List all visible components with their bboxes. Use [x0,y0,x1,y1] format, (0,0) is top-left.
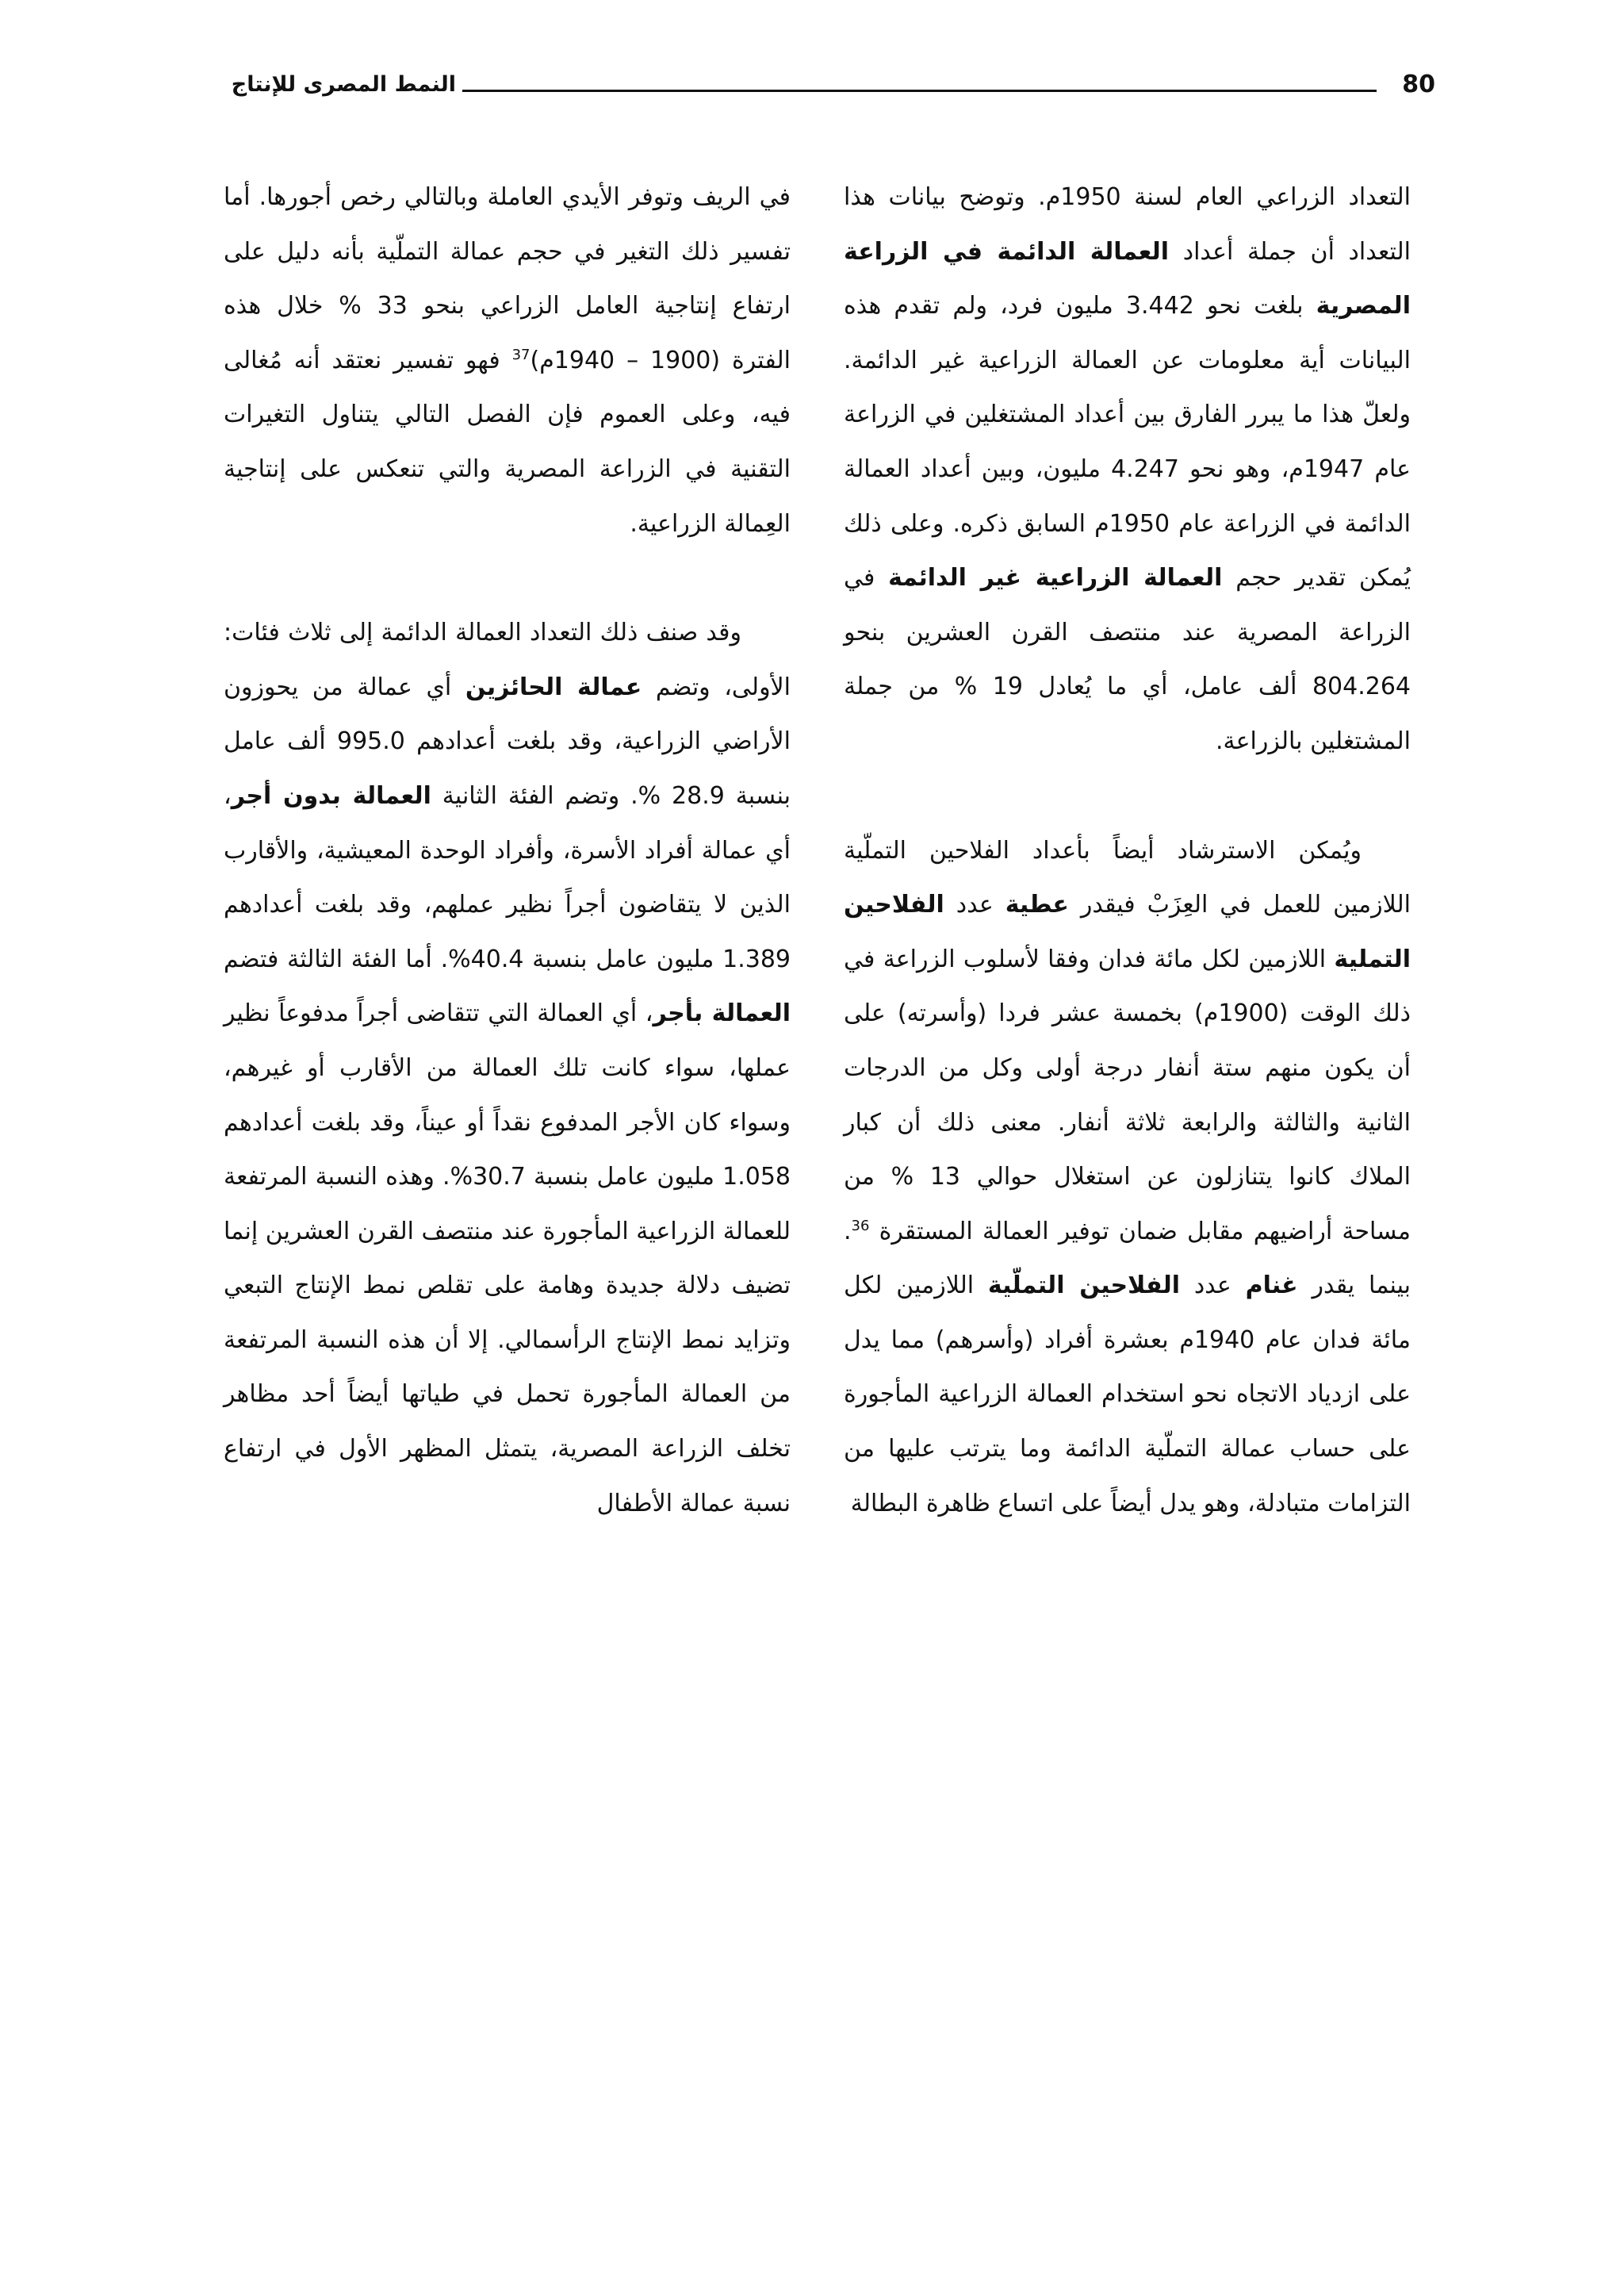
page-header [214,65,1435,105]
bold-term: العمالة الدائمة في الزراعة المصرية [844,237,1411,320]
bold-term: العمالة الزراعية غير الدائمة [888,564,1223,593]
bold-term: العمالة بأجر [653,999,791,1028]
right-paragraph-1: التعداد الزراعي العام لسنة 1950م. وتوضح بيانات هذا التعداد أن جملة أعداد العمالة الدائمة في الزراعة المصرية بلغت نحو 3.442 مليون فرد، ولم تقدم هذه البيانات أية معلومات عن العمالة الزراعية غير الدائمة. ولعلّ هذا ما يبرر الفارق بين أعداد المشتغلين في الزراعة عام 1947م، وهو نحو 4.247 مليون، وبين أعداد العمالة الدائمة في الزراعة عام 1950م السابق ذكره. وعلى ذلك يُمكن تقدير حجم العمالة الزراعية غير الدائمة في الزراعة المصرية عند منتصف القرن العشرين بنحو 804.264 ألف عامل، أي ما يُعادل 19 % من جملة المشتغلين بالزراعة. [844,183,1411,755]
right-column [844,171,1411,1531]
left-paragraph-2: وقد صنف ذلك التعداد العمالة الدائمة إلى ثلاث فئات: الأولى، وتضم عمالة الحائزين أي عمالة من يحوزون الأراضي الزراعية، وقد بلغت أعدادهم 995.0 ألف عامل بنسبة 28.9 %. وتضم الفئة الثانية العمالة بدون أجر، أي عمالة أفراد الأسرة، وأفراد الوحدة المعيشية، والأقارب الذين لا يتقاضون أجراً نظير عملهم، وقد بلغت أعدادهم 1.389 مليون عامل بنسبة 40.4%. أما الفئة الثالثة فتضم العمالة بأجر، أي العمالة التي تتقاضى أجراً مدفوعاً نظير عملها، سواء كانت تلك العمالة من الأقارب أو غيرهم، وسواء كان الأجر المدفوع نقداً أو عيناً، وقد بلغت أعدادهم 1.058 مليون عامل بنسبة 30.7%. وهذه النسبة المرتفعة للعمالة الزراعية المأجورة عند منتصف القرن العشرين إنما تضيف دلالة جديدة وهامة على تقلص نمط الإنتاج التبعي وتزايد نمط الإنتاج الرأسمالي. إلا أن هذه النسبة المرتفعة من العمالة المأجورة تحمل في طياتها أيضاً أحد مظاهر تخلف الزراعة المصرية، يتمثل المظهر الأول في ارتفاع نسبة عمالة الأطفال [224,619,791,1517]
bold-term: غنام [1245,1272,1298,1300]
footnote-ref: 37 [511,346,530,363]
running-title: النمط المصرى للإنتاج [231,72,456,97]
page-number: 80 [1402,71,1435,98]
right-paragraph-2: ويُمكن الاسترشاد أيضاً بأعداد الفلاحين التملّية اللازمين للعمل في العِزَبْ فيقدر عطية عدد الفلاحين التملية اللازمين لكل مائة فدان وفقا لأسلوب الزراعة في ذلك الوقت (1900م) بخمسة عشر فردا (وأسرته) على أن يكون منهم ستة أنفار درجة أولى وكل من الدرجات الثانية والثالثة والرابعة ثلاثة أنفار. معنى ذلك أن كبار الملاك كانوا يتنازلون عن استغلال حوالي 13 % من مساحة أراضيهم مقابل ضمان توفير العمالة المستقرة $^{36}$. بينما يقدر غنام عدد الفلاحين التملّية اللازمين لكل مائة فدان عام 1940م بعشرة أفراد (وأسرهم) مما يدل على ازدياد الاتجاه نحو استخدام العمالة الزراعية المأجورة على حساب عمالة التملّية الدائمة وما يترتب عليها من التزامات متبادلة، وهو يدل أيضاً على اتساع ظاهرة البطالة [844,836,1411,1517]
left-column [224,171,791,1531]
left-paragraph-1: في الريف وتوفر الأيدي العاملة وبالتالي رخص أجورها. أما تفسير ذلك التغير في حجم عمالة التملّية بأنه دليل على ارتفاع إنتاجية العامل الزراعي بنحو 33 % خلال هذه الفترة (1900 – 1940م)$^{37}$ فهو تفسير نعتقد أنه مُغالى فيه، وعلى العموم فإن الفصل التالي يتناول التغيرات التقنية في الزراعة المصرية والتي تنعكس على إنتاجية العِمالة الزراعية. [224,183,791,538]
bold-term: العمالة بدون أجر [231,781,431,810]
bold-term: الفلاحين التملية [844,891,1411,973]
bold-term: عطية [1005,891,1069,919]
bold-term: عمالة الحائزين [465,673,642,701]
bold-term: الفلاحين التملّية [987,1272,1180,1300]
footnote-ref: 36 [851,1217,870,1234]
header-rule [462,90,1377,92]
